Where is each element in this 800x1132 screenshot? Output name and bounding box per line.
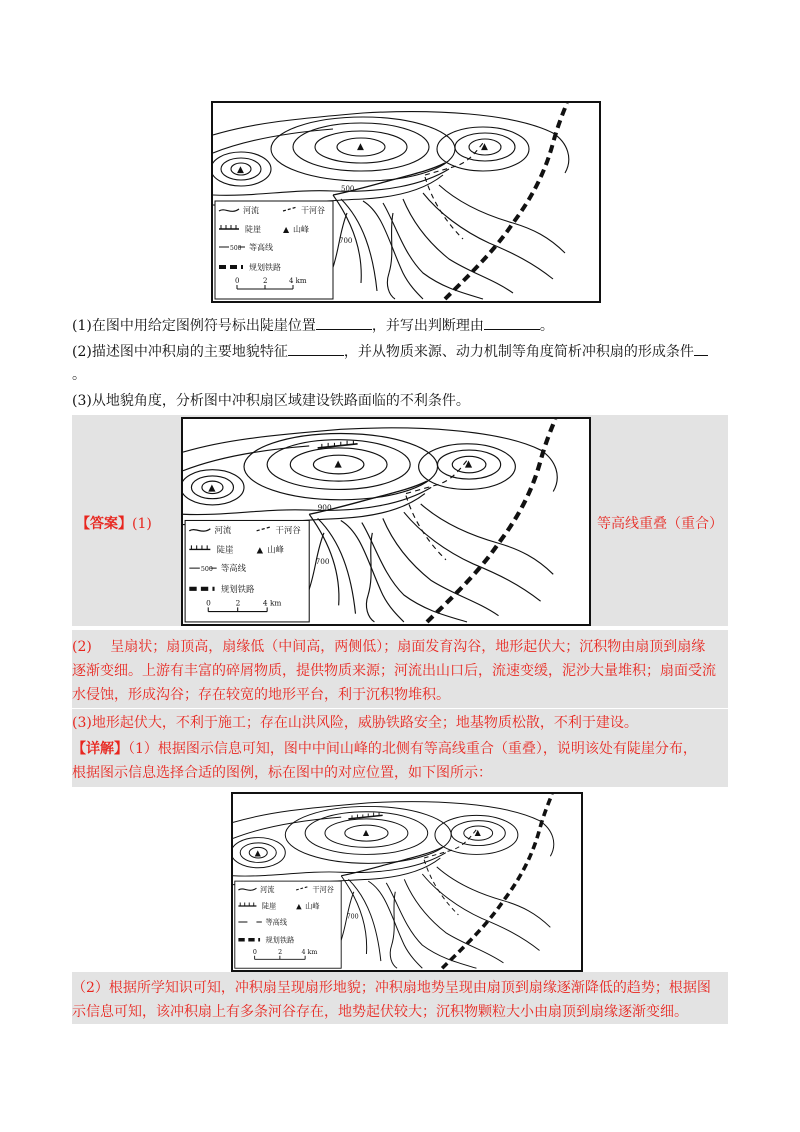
scale-4: 4 km [289, 277, 307, 285]
legend-river: 河流 [243, 206, 259, 215]
legend-railway: 规划铁路 [220, 583, 255, 594]
scale-2: 2 [235, 598, 241, 608]
peak-icon: ▲ [474, 827, 481, 837]
scale-0: 0 [206, 598, 211, 608]
legend-peak: 山峰 [267, 544, 284, 555]
contour-label-900: 900 [317, 503, 332, 513]
legend-river: 河流 [214, 524, 232, 535]
answer-label: 【答案】(1) [76, 516, 152, 532]
cliff-marker [318, 444, 358, 448]
peak-icon: ▲ [481, 142, 488, 152]
legend-contour-value: 500 [230, 245, 242, 252]
peak-icon: ▲ [254, 848, 261, 858]
answer-2-line-3: 水侵蚀，形成沟谷；存在较宽的地形平台，利于沉积物堆积。 [72, 687, 450, 703]
topo-map-detail [231, 792, 583, 972]
contour-label-700: 700 [346, 913, 359, 921]
answer-blank[interactable] [694, 339, 708, 356]
scale-4: 4 km [301, 949, 318, 956]
legend-contour-value: 500 [200, 566, 213, 574]
cliff-marker [348, 815, 382, 819]
legend-peak-icon: ▲ [296, 901, 302, 911]
legend-dry-valley: 干河谷 [301, 206, 325, 215]
scale-0: 0 [235, 277, 240, 285]
answer-blank[interactable] [288, 339, 344, 356]
answer-2-line-2: 逐渐变细。上游有丰富的碎屑物质，提供物质来源；河流出山口后，流速变缓，泥沙大量堆积；扇面受流 [72, 663, 716, 679]
answer-3: (3)地形起伏大，不利于施工；存在山洪风险，威胁铁路安全；地基物质松散，不利于建设。 [72, 715, 638, 731]
scale-4: 4 km [262, 598, 282, 608]
legend-cliff: 陡崖 [245, 225, 261, 234]
legend-dry-valley: 干河谷 [275, 524, 301, 535]
legend-railway: 规划铁路 [265, 935, 295, 945]
legend-contour: 等高线 [249, 243, 273, 252]
legend-railway: 规划铁路 [249, 263, 281, 272]
peak-icon: ▲ [208, 482, 216, 494]
answer-1-text: 等高线重叠（重合） [597, 516, 723, 532]
scale-0: 0 [252, 949, 257, 956]
legend-peak-icon: ▲ [283, 225, 290, 234]
legend-peak-icon: ▲ [256, 544, 264, 555]
legend-contour: 等高线 [265, 917, 288, 927]
legend-peak: 山峰 [293, 225, 309, 234]
contour-label-500: 500 [341, 185, 355, 193]
contour-label-700: 700 [315, 557, 330, 566]
answer-2-line-1: (2) 呈扇状；扇顶高，扇缘低（中间高，两侧低）；扇面发育沟谷，地形起伏大；沉积物由扇顶到扇缘 [72, 639, 706, 655]
legend-river: 河流 [260, 884, 275, 894]
legend-dry-valley: 干河谷 [312, 884, 334, 894]
detail-2-line-1: （2）根据所学知识可知，冲积扇呈现扇形地貌；冲积扇地势呈现由扇顶到扇缘逐渐降低的趋势；根据图 [72, 980, 711, 996]
peak-icon: ▲ [464, 458, 473, 470]
peak-icon: ▲ [237, 165, 244, 175]
answer-blank[interactable] [316, 313, 372, 330]
detail-line-2: 根据图示信息选择合适的图例，标在图中的对应位置，如下图所示： [72, 765, 492, 781]
topo-map-question [211, 101, 601, 303]
scale-2: 2 [278, 949, 283, 956]
question-2-end: 。 [72, 367, 86, 383]
legend-cliff: 陡崖 [261, 901, 277, 911]
peak-icon: ▲ [357, 142, 364, 152]
topo-map-answer [181, 417, 591, 626]
scale-2: 2 [263, 277, 268, 285]
question-2: (2)描述图中冲积扇的主要地貌特征 ，并从物质来源、动力机制等角度简析冲积扇的形成条件 [72, 339, 728, 364]
question-1: (1)在图中用给定图例符号标出陡崖位置 ，并写出判断理由 。 [72, 313, 728, 338]
peak-icon: ▲ [334, 458, 342, 470]
peak-icon: ▲ [362, 827, 370, 837]
question-3: (3)从地貌角度，分析图中冲积扇区域建设铁路面临的不利条件。 [72, 393, 470, 409]
legend-cliff: 陡崖 [216, 544, 234, 555]
legend-peak: 山峰 [305, 901, 320, 911]
detail-line-1: 【详解】（1）根据图示信息可知，图中中间山峰的北侧有等高线重合（重叠），说明该处有陡崖分布， [72, 741, 697, 757]
contour-label-700: 700 [339, 237, 353, 245]
answer-blank[interactable] [484, 313, 540, 330]
detail-2-line-2: 示信息可知，该冲积扇上有多条河谷存在，地势起伏较大；沉积物颗粒大小由扇顶到扇缘逐渐变细。 [72, 1004, 688, 1020]
legend-contour: 等高线 [220, 563, 247, 574]
